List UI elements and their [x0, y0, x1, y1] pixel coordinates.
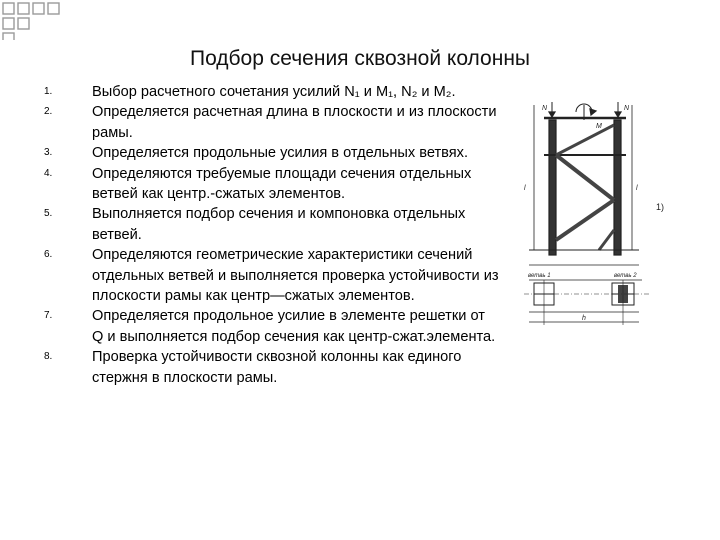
list-text: Определяется продольные усилия в отдельных ветвях. [92, 145, 469, 162]
steps-list [0, 82, 520, 388]
list-text: Выполняется подбор сечения и компоновка отдельных ветвей. [92, 206, 466, 243]
list-item [0, 245, 520, 306]
list-text: Выбор расчетного сочетания усилий N₁ и M₁, N₂ и M₂. [92, 84, 456, 100]
label-h: h [582, 315, 586, 322]
list-number: 3. [44, 147, 53, 159]
slide-title: Подбор сечения сквозной колонны [189, 47, 531, 70]
arrow-head [590, 109, 596, 115]
list-number: 4. [44, 167, 53, 179]
label-branch-left: ветвь 1 [528, 273, 551, 279]
lattice-diagonal [556, 125, 614, 155]
label-l-left: l [524, 185, 526, 192]
list-text: Определяются геометрические характеристики сечений отдельных ветвей и выполняется проверка устойчивости из плоскости рамы как центр—сжатых элементов. [92, 247, 499, 305]
list-item [0, 143, 520, 163]
list-number: 2. [44, 106, 53, 118]
arrow-head [615, 112, 621, 117]
arrow-head [549, 112, 555, 117]
list-number: 5. [44, 208, 53, 220]
lattice-diagonal [599, 230, 614, 250]
label-side-mark: 1) [656, 202, 665, 212]
branch-left-shape [549, 120, 556, 255]
list-number: 7. [44, 310, 53, 322]
label-branch-right: ветвь 2 [614, 273, 637, 279]
list-item [0, 82, 520, 102]
label-n-left: N [542, 105, 548, 112]
list-number: 1. [44, 86, 53, 97]
list-item [0, 347, 520, 388]
branch-right-shape [614, 120, 621, 255]
list-item [0, 102, 520, 143]
list-text: Проверка устойчивости сквозной колонны как единого стержня в плоскости рамы. [92, 349, 462, 386]
list-text: Определяется расчетная длина в плоскости и из плоскости рамы. [92, 104, 497, 141]
label-n-right: N [624, 105, 630, 112]
column-drawing [514, 100, 674, 345]
label-l-right: l [636, 185, 638, 192]
list-text: Определяется продольное усилие в элементе решетки от Q и выполняется подбор сечения как центр-сжат.элемента. [92, 308, 496, 345]
list-item [0, 204, 520, 245]
list-item [0, 164, 520, 205]
list-number: 6. [44, 249, 53, 261]
corner-decoration [0, 0, 70, 40]
label-m: M [596, 123, 602, 130]
list-number: 8. [44, 351, 53, 363]
lattice-diagonal [556, 200, 614, 240]
list-text: Определяются требуемые площади сечения отдельных ветвей как центр.-сжатых элементов. [92, 165, 472, 203]
list-item [0, 306, 520, 347]
lattice-diagonal [556, 155, 614, 200]
